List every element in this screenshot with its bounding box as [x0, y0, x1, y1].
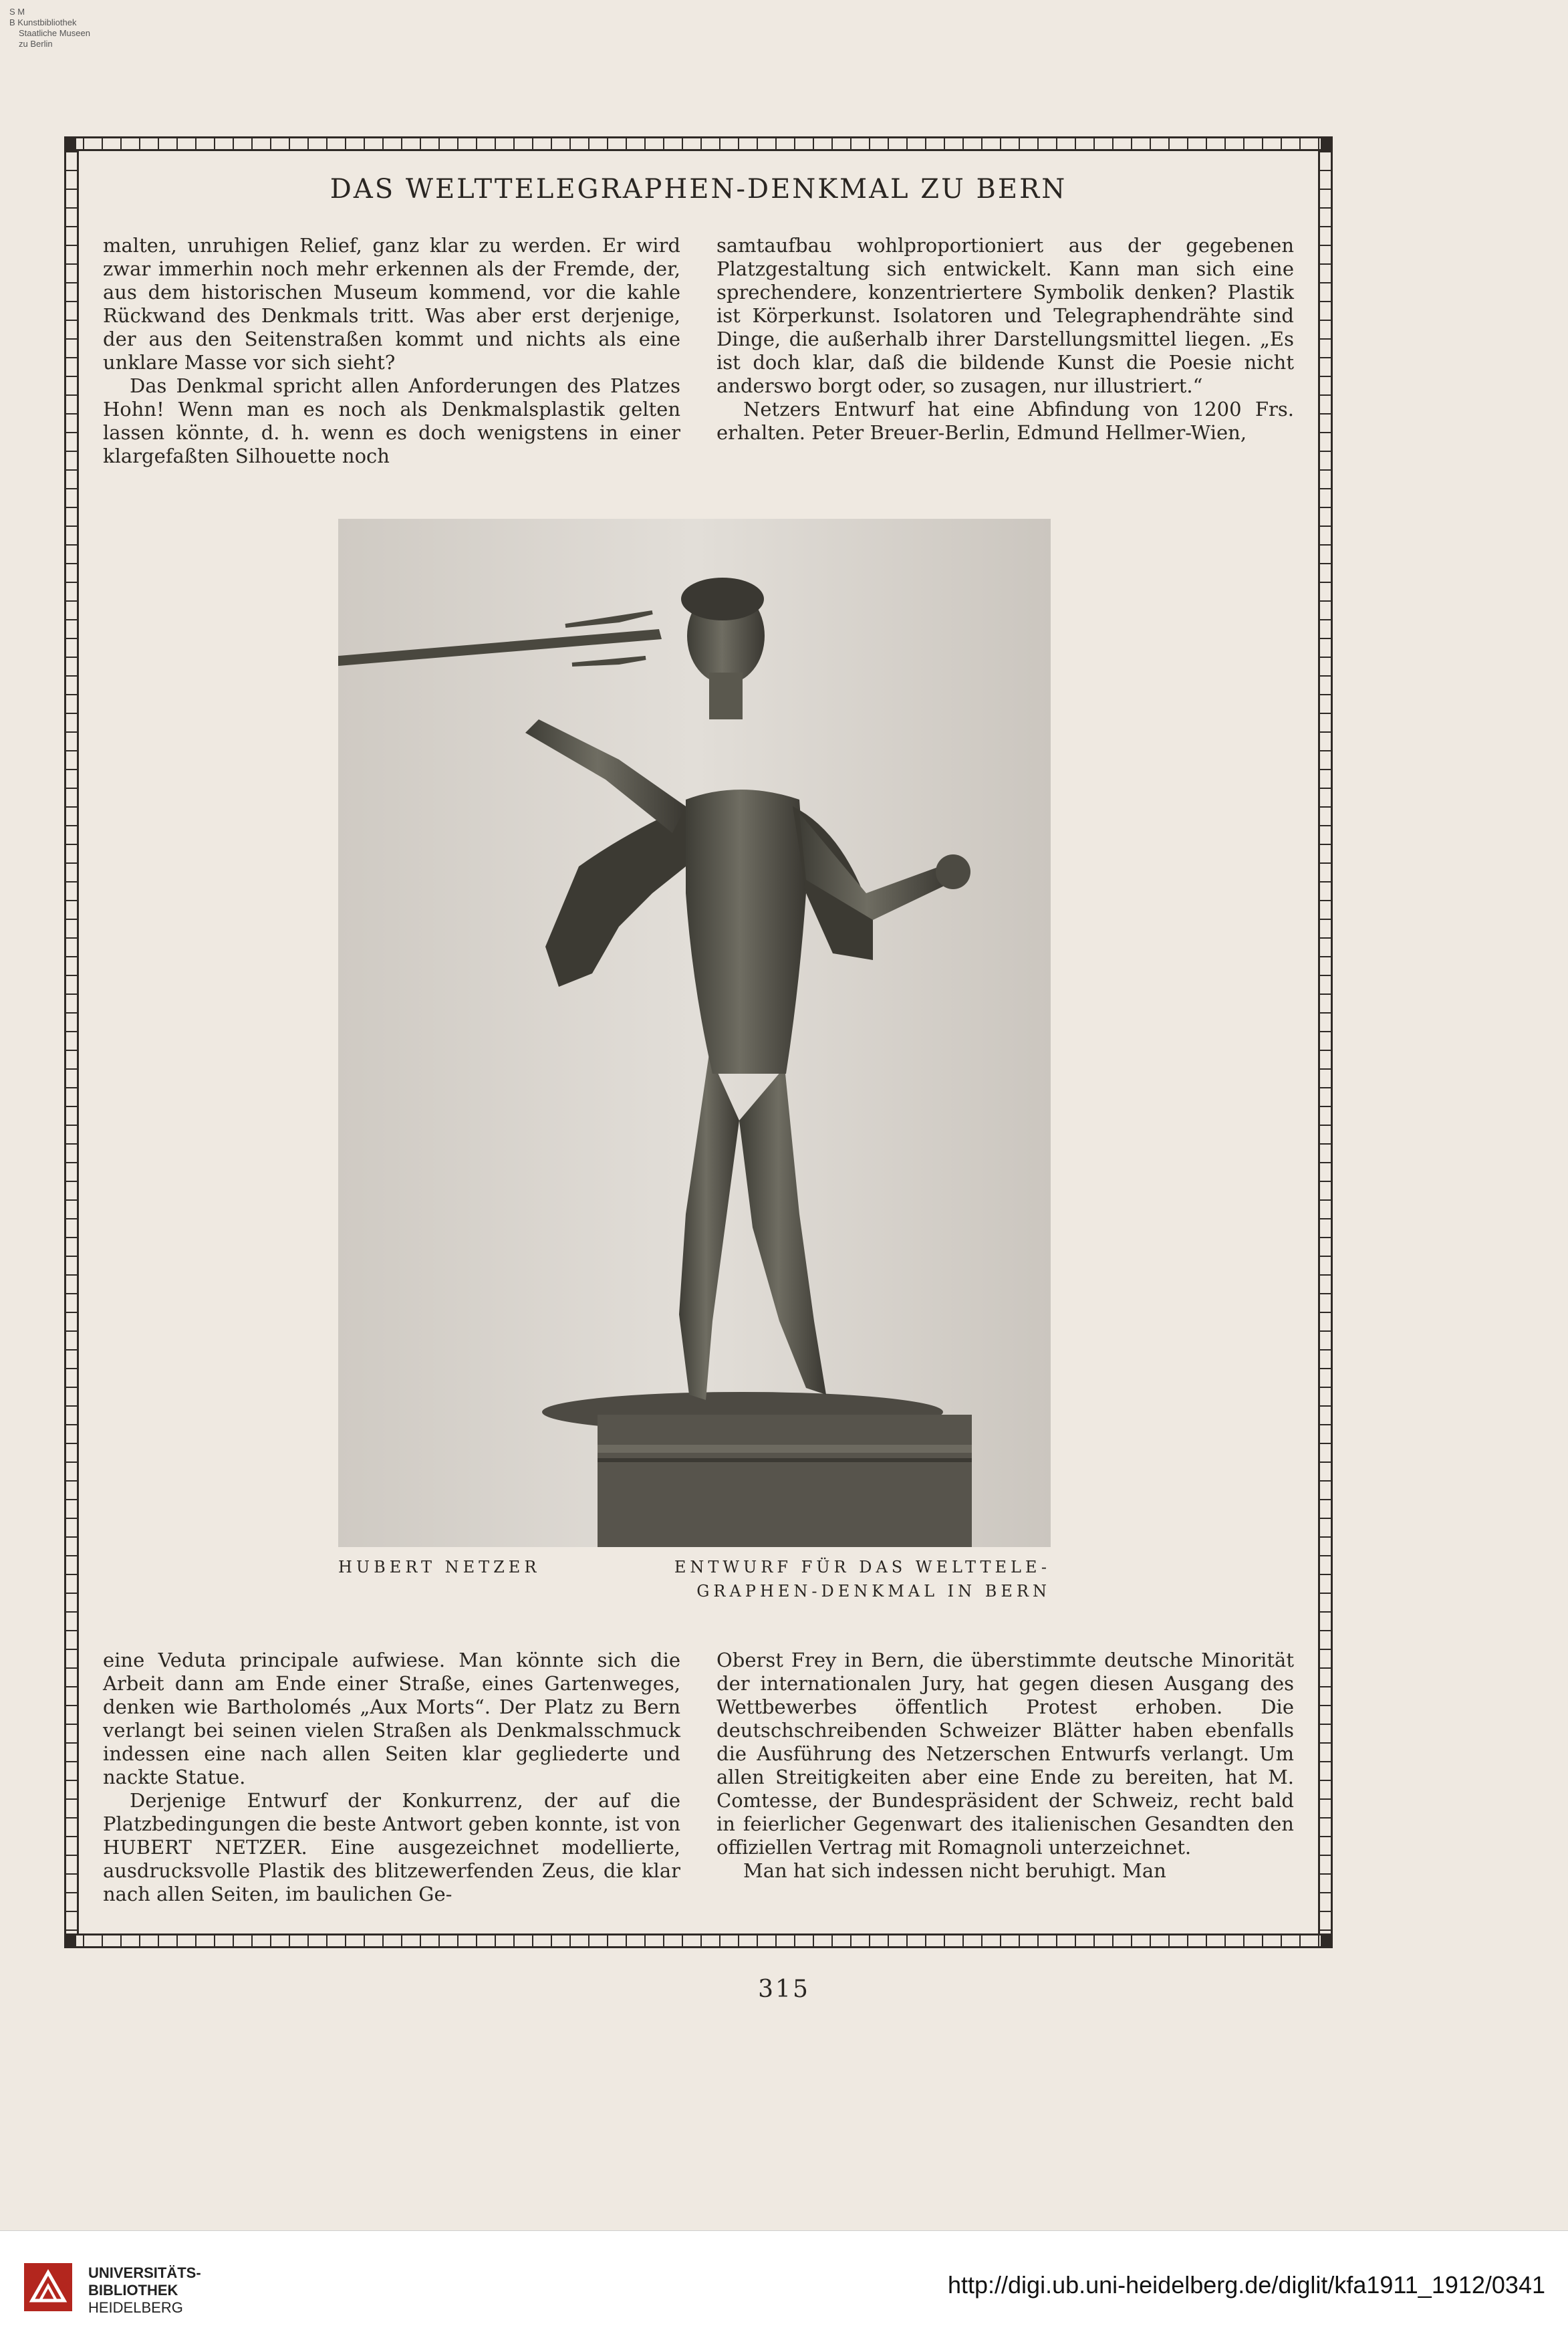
stamp-line: Staatliche Museen	[19, 28, 90, 38]
paragraph: malten, unruhigen Relief, ganz klar zu werden. Er wird zwar immerhin noch mehr erkennen als der Fremde, der, aus dem historischen Museum kommend, vor die kahle Rückwand des Denkmals tritt. Was aber erst derjenige, der aus den Seitenstraßen kommt und nichts als eine unklare Masse vor sich sieht?	[103, 234, 680, 374]
library-name-line: HEIDELBERG	[88, 2299, 183, 2316]
footer-bar	[0, 2230, 1568, 2346]
library-name	[88, 2264, 201, 2317]
column-bottom-right	[716, 1649, 1294, 1883]
paragraph: eine Veduta principale aufwiese. Man könnte sich die Arbeit dann am Ende einer Straße, eines Gartenweges, denken wie Bartholomés „Aux Morts“. Der Platz zu Bern verlangt bei seinen vielen Straßen als Denkmalsschmuck indessen eine nach allen Seiten klar gegliederte und nackte Statue.	[103, 1649, 680, 1788]
caption-artist: HUBERT NETZER	[338, 1558, 541, 1576]
page-title: DAS WELTTELEGRAPHEN-DENKMAL ZU BERN	[330, 174, 1067, 205]
stamp-line: zu Berlin	[19, 39, 53, 49]
zeus-statue-image	[338, 519, 1051, 1547]
border-top	[64, 136, 1333, 151]
document-url-link[interactable]: http://digi.ub.uni-heidelberg.de/diglit/kfa1911_1912/0341	[947, 2271, 1545, 2299]
library-name-line: UNIVERSITÄTS-	[88, 2264, 201, 2281]
paragraph: Das Denkmal spricht allen Anforderungen des Platzes Hohn! Wenn man es noch als Denkmalsplastik gelten lassen könnte, d. h. wenn es doch wenigstens in einer klargefaßten Silhouette noch	[103, 374, 680, 467]
stamp-line: S M	[9, 7, 25, 17]
column-top-left	[103, 234, 680, 468]
column-top-right	[716, 234, 1294, 445]
statue-photograph	[338, 519, 1051, 1547]
paragraph: Derjenige Entwurf der Konkurrenz, der auf die Platzbedingungen die beste Antwort geben konnte, ist von HUBERT NETZER. Eine ausgezeichnet modellierte, ausdrucksvolle Plastik des blitzewerfenden Zeus, die klar nach allen Seiten, im baulichen Ge-	[103, 1789, 680, 1905]
library-stamp	[9, 7, 90, 49]
border-left	[64, 151, 79, 1933]
caption-title-line1: ENTWURF FÜR DAS WELTTELE-	[674, 1558, 1051, 1576]
stamp-line: B Kunstbibliothek	[9, 17, 77, 27]
border-bottom	[64, 1933, 1333, 1948]
paragraph: Man hat sich indessen nicht beruhigt. Man	[743, 1859, 1166, 1882]
library-name-line: BIBLIOTHEK	[88, 2282, 178, 2299]
border-right	[1318, 151, 1333, 1933]
column-bottom-left	[103, 1649, 680, 1906]
corner-ornament	[64, 138, 76, 150]
paragraph: samtaufbau wohlproportioniert aus der gegebenen Platzgestaltung sich entwickelt. Kann man sich eine sprechendere, konzentriertere Symbolik denken? Plastik ist Körperkunst. Isolatoren und Telegraphendrähte sind Dinge, die außerhalb ihrer Darstellungsmittel liegen. „Es ist doch klar, daß die bildende Kunst die Poesie nicht anderswo borgt oder, so zusagen, nur illustriert.“	[716, 234, 1294, 397]
corner-ornament	[64, 1935, 76, 1947]
corner-ornament	[1321, 138, 1333, 150]
page-number: 315	[758, 1976, 810, 2003]
paragraph: Oberst Frey in Bern, die überstimmte deutsche Minorität der internationalen Jury, hat gegen diesen Ausgang des Wettbewerbes öffentlich Protest erhoben. Die deutschschreibenden Schweizer Blätter haben ebenfalls die Ausführung des Netzerschen Entwurfs verlangt. Um allen Streitigkeiten aber eine Ende zu bereiten, hat M. Comtesse, der Bundespräsident der Schweiz, recht bald in feierlicher Gegenwart des italienischen Gesandten den offiziellen Vertrag mit Romagnoli unterzeichnet.	[716, 1649, 1294, 1859]
paragraph: Netzers Entwurf hat eine Abfindung von 1200 Frs. erhalten. Peter Breuer-Berlin, Edmund Hellmer-Wien,	[716, 398, 1294, 444]
caption-title-line2: GRAPHEN-DENKMAL IN BERN	[696, 1582, 1051, 1601]
ornamental-frame	[64, 136, 1333, 1948]
corner-ornament	[1321, 1935, 1333, 1947]
university-library-logo-icon	[21, 2260, 75, 2314]
